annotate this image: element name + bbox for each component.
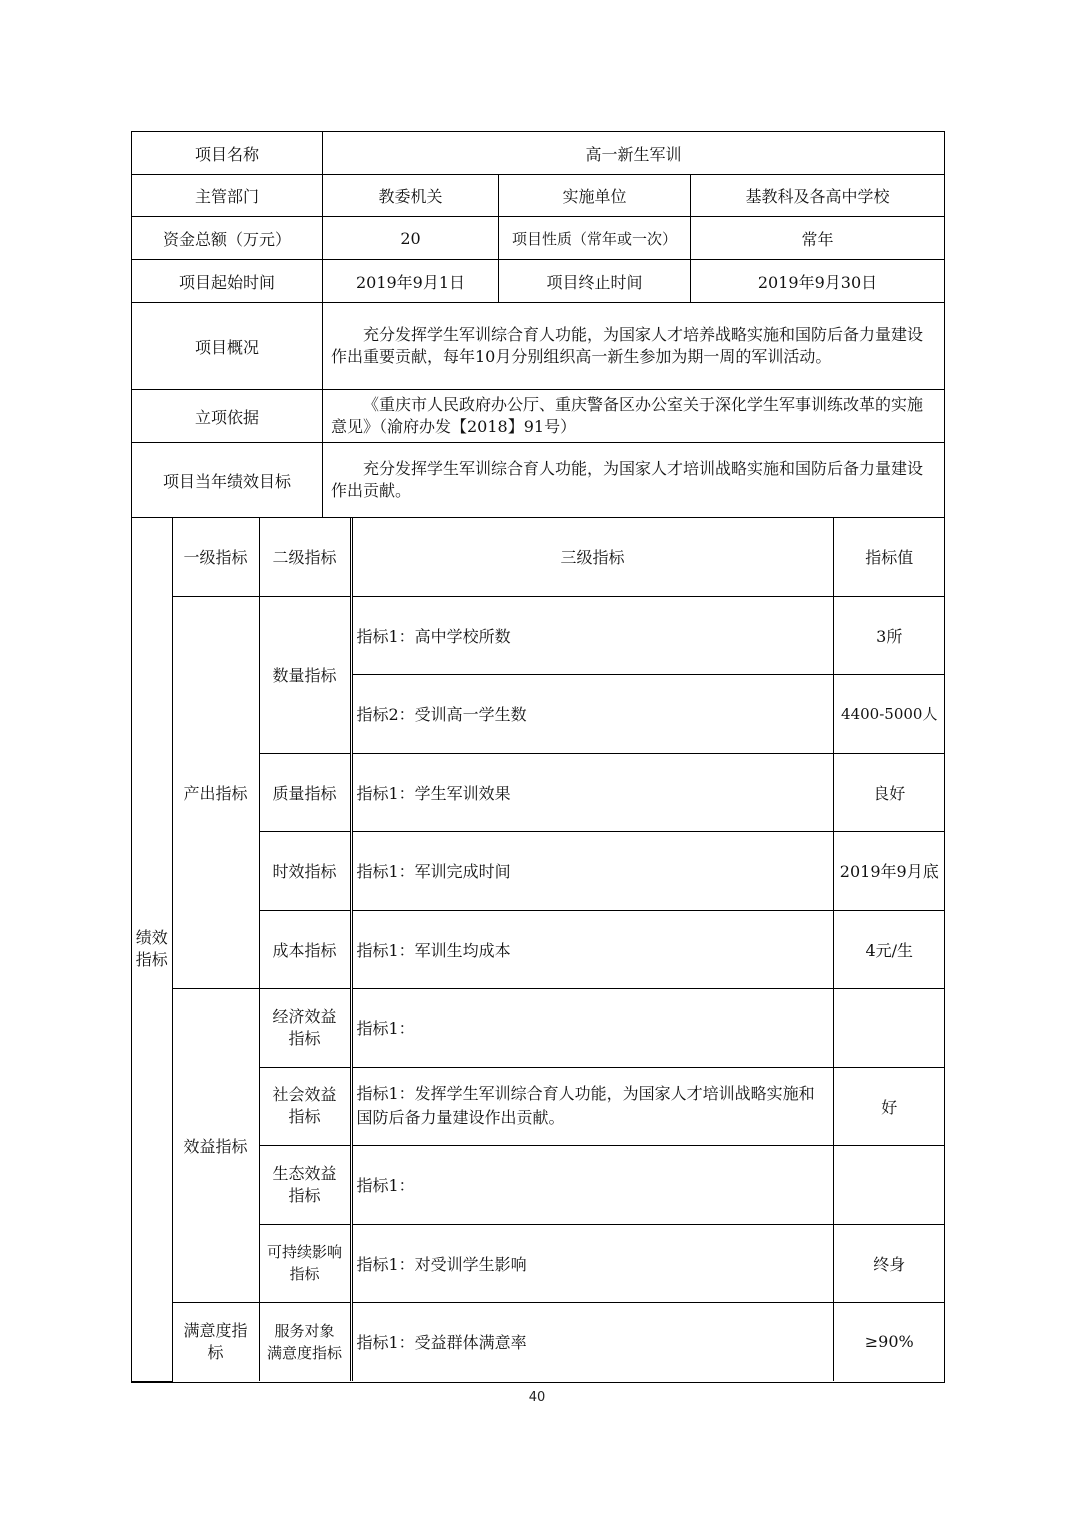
value-cell: 好: [833, 1067, 945, 1145]
value-cell: 良好: [833, 753, 945, 831]
value-cell: 3所: [833, 596, 945, 674]
dept-value: 教委机关: [323, 175, 499, 217]
level3-cell: 指标1：高中学校所数: [351, 596, 833, 674]
value-cell: 2019年9月底: [833, 831, 945, 910]
perf-side-label-2: 指标: [135, 950, 168, 970]
satisfaction-label-1: 满意度指: [183, 1320, 248, 1340]
level3-cell: 指标2：受训高一学生数: [351, 674, 833, 753]
performance-cell: [132, 518, 945, 1383]
satisfaction-label: [172, 1302, 259, 1381]
level3-cell: [351, 1067, 833, 1145]
level3-cell: 指标1：军训生均成本: [351, 910, 833, 988]
value-cell: 4元/生: [833, 910, 945, 988]
table-row: [132, 1302, 945, 1381]
value-cell: ≥90%: [833, 1302, 945, 1381]
start-value: 2019年9月1日: [323, 260, 499, 303]
goal-value: 充分发挥学生军训综合育人功能，为国家人才培训战略实施和国防后备力量建设作出贡献。: [323, 443, 945, 518]
level2-line: 可持续影响: [266, 1243, 342, 1261]
row-performance: [132, 518, 945, 1383]
nature-value: 常年: [691, 217, 945, 260]
level2-economic: [259, 988, 351, 1067]
page-number: 40: [528, 1390, 546, 1405]
level2-cost: 成本指标: [259, 910, 351, 988]
level3-line: 国防后备力量建设作出贡献。: [356, 1108, 565, 1127]
table-row: [132, 596, 945, 674]
header-level2: 二级指标: [259, 518, 351, 596]
fund-label: 资金总额（万元）: [132, 217, 323, 260]
row-time: [132, 260, 945, 303]
level2-quantity: 数量指标: [259, 596, 351, 753]
end-label: 项目终止时间: [499, 260, 691, 303]
project-name-value: 高一新生军训: [323, 132, 945, 175]
level2-line: 指标: [288, 1107, 321, 1126]
level2-satisfaction: [259, 1302, 351, 1381]
perf-side-label-1: 绩效: [135, 928, 168, 948]
perf-side-label: [132, 518, 172, 1381]
level2-timeliness: 时效指标: [259, 831, 351, 910]
level3-cell: 指标1：军训完成时间: [351, 831, 833, 910]
fund-value: 20: [323, 217, 499, 260]
level2-line: 满意度指标: [266, 1343, 342, 1362]
basis-label: 立项依据: [132, 390, 323, 443]
impl-value: 基教科及各高中学校: [691, 175, 945, 217]
level2-line: 指标: [288, 1185, 321, 1205]
level2-line: 服务对象: [274, 1321, 335, 1340]
level3-cell: 指标1：学生军训效果: [351, 753, 833, 831]
row-goal: [132, 443, 945, 518]
value-cell: [833, 988, 945, 1067]
nature-label: 项目性质（常年或一次）: [499, 217, 691, 260]
value-cell: 终身: [833, 1224, 945, 1302]
header-level3: 三级指标: [351, 518, 833, 596]
start-label: 项目起始时间: [132, 260, 323, 303]
project-table: [131, 131, 945, 1383]
basis-value: 《重庆市人民政府办公厅、重庆警备区办公室关于深化学生军事训练改革的实施意见》（渝府办发【2018】91号）: [323, 390, 945, 443]
overview-value: 充分发挥学生军训综合育人功能，为国家人才培养战略实施和国防后备力量建设作出重要贡献，每年10月分别组织高一新生参加为期一周的军训活动。: [323, 303, 945, 390]
header-level1: 一级指标: [172, 518, 259, 596]
table-row: [132, 988, 945, 1067]
header-value: 指标值: [833, 518, 945, 596]
level2-quality: 质量指标: [259, 753, 351, 831]
perf-header-row: [132, 518, 945, 596]
level3-line: 指标1：发挥学生军训综合育人功能，为国家人才培训战略实施和: [356, 1084, 815, 1103]
row-basis: [132, 390, 945, 443]
overview-label: 项目概况: [132, 303, 323, 390]
level3-cell: 指标1：受益群体满意率: [351, 1302, 833, 1381]
level3-cell: 指标1：对受训学生影响: [351, 1224, 833, 1302]
benefit-label: 效益指标: [172, 988, 259, 1302]
level2-sustainable: [259, 1224, 351, 1302]
level3-cell: 指标1：: [351, 1145, 833, 1224]
level2-line: 生态效益: [272, 1163, 337, 1183]
output-label: 产出指标: [172, 596, 259, 988]
satisfaction-label-2: 标: [207, 1342, 224, 1362]
level2-social: [259, 1067, 351, 1145]
row-department: [132, 175, 945, 217]
project-name-label: 项目名称: [132, 132, 323, 175]
row-fund: [132, 217, 945, 260]
value-cell: [833, 1145, 945, 1224]
level2-line: 社会效益: [272, 1085, 337, 1104]
level3-cell: 指标1：: [351, 988, 833, 1067]
impl-label: 实施单位: [499, 175, 691, 217]
end-value: 2019年9月30日: [691, 260, 945, 303]
level2-line: 经济效益: [272, 1006, 337, 1026]
goal-label: 项目当年绩效目标: [132, 443, 323, 518]
dept-label: 主管部门: [132, 175, 323, 217]
performance-table: [132, 518, 945, 1382]
value-cell: 4400-5000人: [833, 674, 945, 753]
row-project-name: [132, 132, 945, 175]
level2-ecological: [259, 1145, 351, 1224]
level2-line: 指标: [289, 1265, 320, 1283]
row-overview: [132, 303, 945, 390]
level2-line: 指标: [288, 1028, 321, 1048]
